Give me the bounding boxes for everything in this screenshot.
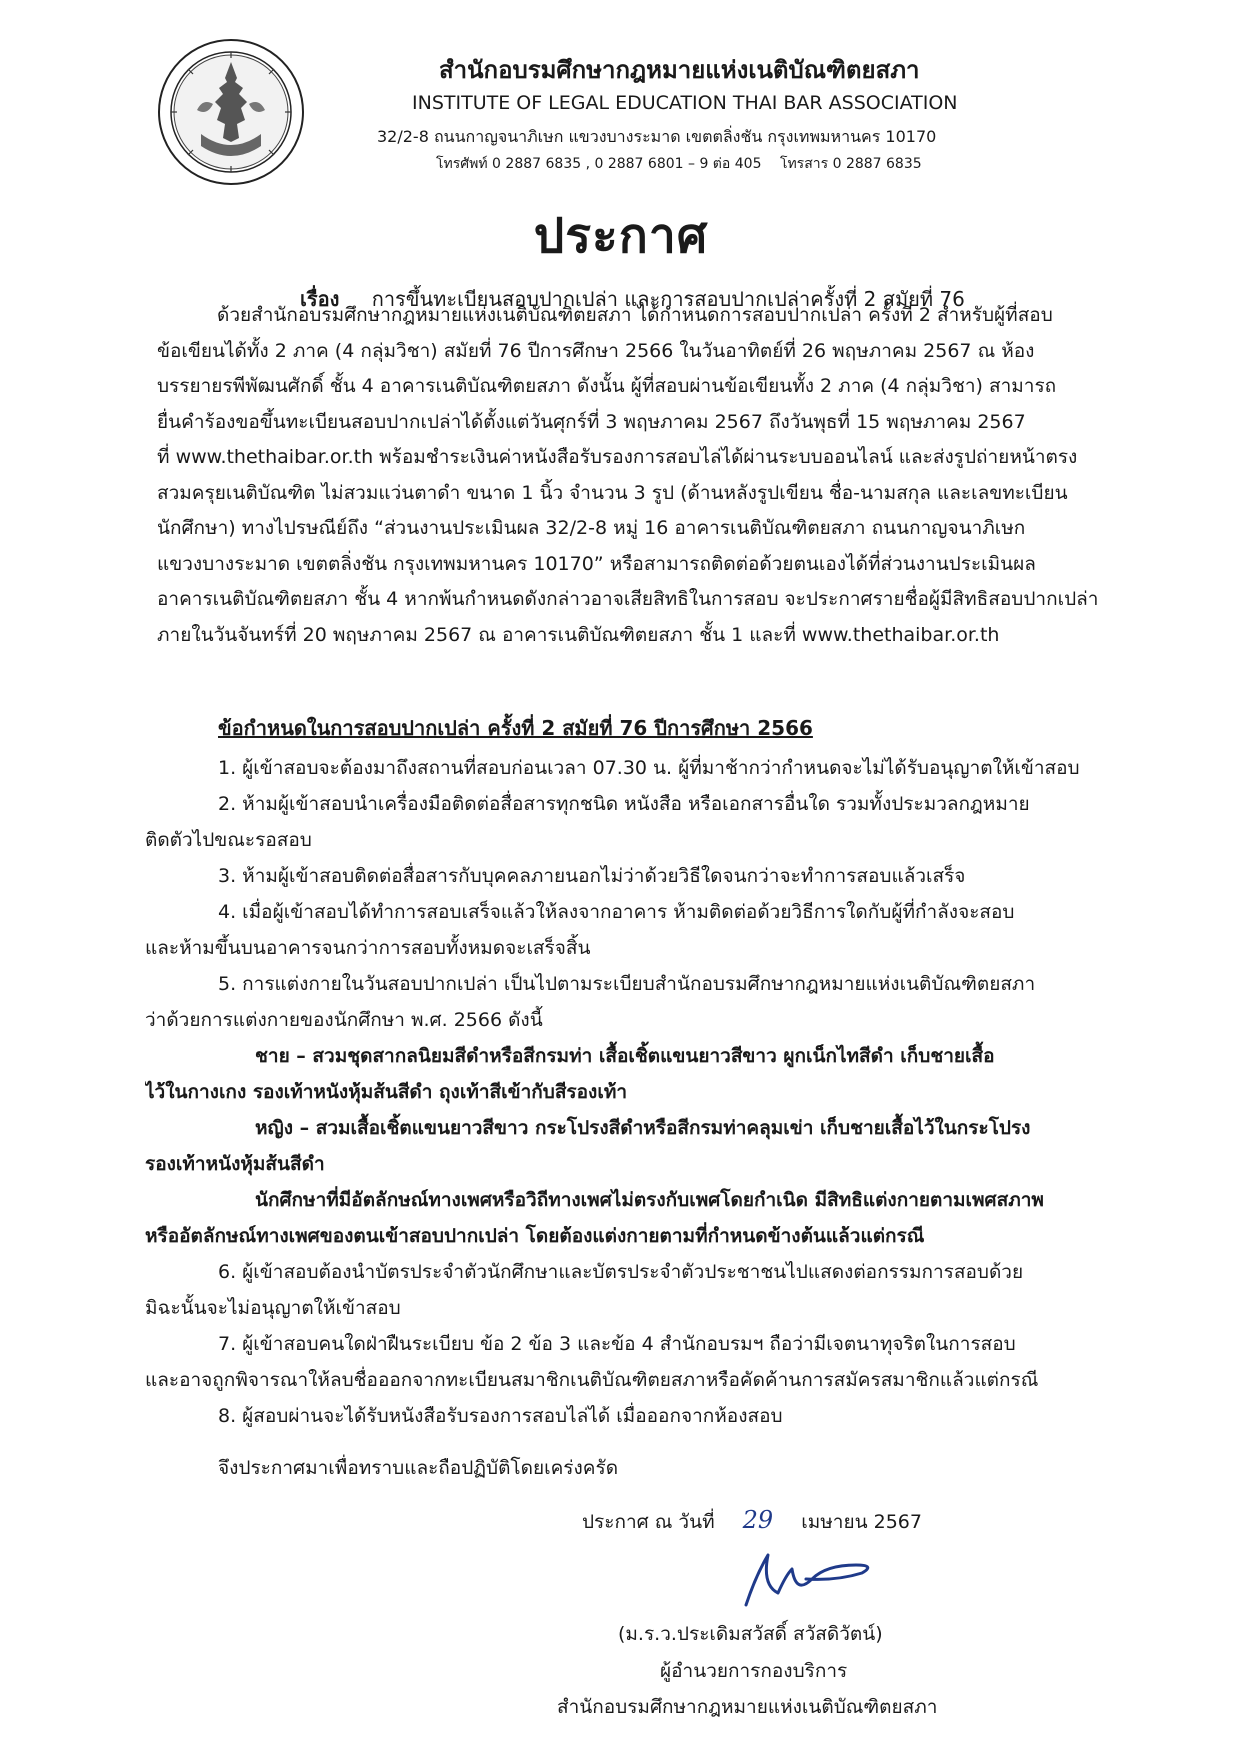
body-line: ภายในวันจันทร์ที่ 20 พฤษภาคม 2567 ณ อาคารเนติบัณฑิตยสภา ชั้น 1 และที่ www.thethaibar.or.th <box>157 623 1000 646</box>
requirements-heading: ข้อกำหนดในการสอบปากเปล่า ครั้งที่ 2 สมัยที่ 76 ปีการศึกษา 2566 <box>218 716 813 740</box>
rule-line: และห้ามขึ้นบนอาคารจนกว่าการสอบทั้งหมดจะเสร็จสิ้น <box>145 937 591 959</box>
rule-line: ชาย – สวมชุดสากลนิยมสีดำหรือสีกรมท่า เสื้อเชิ้ตแขนยาวสีขาว ผูกเน็กไทสีดำ เก็บชายเสื้อ <box>255 1045 995 1067</box>
org-contact <box>436 153 936 175</box>
requirements-list <box>145 750 1115 1434</box>
org-address: 32/2-8 ถนนกาญจนาภิเษก แขวงบางระมาด เขตตลิ่งชัน กรุงเทพมหานคร 10170 <box>377 127 937 146</box>
rule-line: และอาจถูกพิจารณาให้ลบชื่อออกจากทะเบียนสมาชิกเนติบัณฑิตยสภาหรือคัดค้านการสมัครสมาชิกแล้วแต่กรณี <box>145 1369 1039 1391</box>
rule-line: 6. ผู้เข้าสอบต้องนำบัตรประจำตัวนักศึกษาและบัตรประจำตัวประชาชนไปแสดงต่อกรรมการสอบด้วย <box>218 1261 1024 1283</box>
org-fax: โทรสาร 0 2887 6835 <box>779 156 922 172</box>
rule-line: ว่าด้วยการแต่งกายของนักศึกษา พ.ศ. 2566 ดังนี้ <box>145 1009 543 1031</box>
subject-text: การขึ้นทะเบียนสอบปากเปล่า และการสอบปากเปล่าครั้งที่ 2 สมัยที่ 76 <box>371 287 965 311</box>
closing-statement: จึงประกาศมาเพื่อทราบและถือปฏิบัติโดยเคร่งครัด <box>218 1457 619 1479</box>
rule-line: 4. เมื่อผู้เข้าสอบได้ทำการสอบเสร็จแล้วให้ลงจากอาคาร ห้ามติดต่อด้วยวิธีการใดกับผู้ที่กำลังจะสอบ <box>218 901 1015 923</box>
signer-name: (ม.ร.ว.ประเดิมสวัสดิ์ สวัสดิวัตน์) <box>618 1623 883 1645</box>
rule-line: หรืออัตลักษณ์ทางเพศของตนเข้าสอบปากเปล่า โดยต้องแต่งกายตามที่กำหนดข้างต้นแล้วแต่กรณี <box>145 1225 925 1247</box>
body-line: ด้วยสำนักอบรมศึกษากฎหมายแห่งเนติบัณฑิตยสภา ได้กำหนดการสอบปากเปล่า ครั้งที่ 2 สำหรับผู้ที่สอบ <box>217 304 1053 326</box>
body-line: ยื่นคำร้องขอขึ้นทะเบียนสอบปากเปล่าได้ตั้งแต่วันศุกร์ที่ 3 พฤษภาคม 2567 ถึงวันพุธที่ 15 พฤษภาคม 2567 <box>157 410 1026 433</box>
rule-line: 1. ผู้เข้าสอบจะต้องมาถึงสถานที่สอบก่อนเวลา 07.30 น. ผู้ที่มาช้ากว่ากำหนดจะไม่ได้รับอนุญาตให้เข้าสอบ <box>218 757 1080 779</box>
rule-line: ติดตัวไปขณะรอสอบ <box>145 829 312 851</box>
rule-line: นักศึกษาที่มีอัตลักษณ์ทางเพศหรือวิถีทางเพศไม่ตรงกับเพศโดยกำเนิด มีสิทธิแต่งกายตามเพศสภาพ <box>255 1189 1044 1211</box>
org-name-en: INSTITUTE OF LEGAL EDUCATION THAI BAR ASSOCIATION <box>412 92 958 114</box>
rule-line: 5. การแต่งกายในวันสอบปากเปล่า เป็นไปตามระเบียบสำนักอบรมศึกษากฎหมายแห่งเนติบัณฑิตยสภา <box>218 973 1036 995</box>
body-line: อาคารเนติบัณฑิตยสภา ชั้น 4 หากพ้นกำหนดดังกล่าวอาจเสียสิทธิในการสอบ จะประกาศรายชื่อผู้มีสิทธิสอบปากเปล่า <box>157 588 1099 610</box>
announcement-date <box>582 1506 922 1537</box>
body-line: ข้อเขียนได้ทั้ง 2 ภาค (4 กลุ่มวิชา) สมัยที่ 76 ปีการศึกษา 2566 ในวันอาทิตย์ที่ 26 พฤษภาคม 2567 ณ ห้อง <box>157 339 1035 362</box>
rule-line: 8. ผู้สอบผ่านจะได้รับหนังสือรับรองการสอบไล่ได้ เมื่อออกจากห้องสอบ <box>218 1405 783 1427</box>
rule-line: ไว้ในกางเกง รองเท้าหนังหุ้มส้นสีดำ ถุงเท้าสีเข้ากับสีรองเท้า <box>145 1081 628 1103</box>
body-line: นักศึกษา) ทางไปรษณีย์ถึง “ส่วนงานประเมินผล 32/2-8 หมู่ 16 อาคารเนติบัณฑิตยสภา ถนนกาญจนาภิเษก <box>157 517 1026 539</box>
rule-line: หญิง – สวมเสื้อเชิ้ตแขนยาวสีขาว กระโปรงสีดำหรือสีกรมท่าคลุมเข่า เก็บชายเสื้อไว้ในกระโปรง <box>255 1117 1031 1139</box>
rule-line: รองเท้าหนังหุ้มส้นสีดำ <box>145 1153 325 1175</box>
date-month-year: เมษายน 2567 <box>801 1511 922 1533</box>
seal-icon <box>157 38 305 186</box>
signer-organization: สำนักอบรมศึกษากฎหมายแห่งเนติบัณฑิตยสภา <box>557 1696 938 1718</box>
org-name-th: สำนักอบรมศึกษากฎหมายแห่งเนติบัณฑิตยสภา <box>439 56 920 84</box>
rule-line: มิฉะนั้นจะไม่อนุญาตให้เข้าสอบ <box>145 1297 401 1319</box>
rule-line: 3. ห้ามผู้เข้าสอบติดต่อสื่อสารกับบุคคลภายนอกไม่ว่าด้วยวิธีใดจนกว่าจะทำการสอบแล้วเสร็จ <box>218 865 966 887</box>
date-day-handwritten: 29 <box>742 1506 774 1534</box>
document-title: ประกาศ <box>533 208 709 264</box>
body-line: แขวงบางระมาด เขตตลิ่งชัน กรุงเทพมหานคร 10170” หรือสามารถติดต่อด้วยตนเองได้ที่ส่วนงานประเมินผล <box>157 552 1036 575</box>
subject-label: เรื่อง <box>300 287 340 311</box>
date-prefix: ประกาศ ณ วันที่ <box>582 1511 715 1533</box>
rule-line: 2. ห้ามผู้เข้าสอบนำเครื่องมือติดต่อสื่อสารทุกชนิด หนังสือ หรือเอกสารอื่นใด รวมทั้งประมวลกฎหมาย <box>218 793 1030 815</box>
org-phone: โทรศัพท์ 0 2887 6835 , 0 2887 6801 – 9 ต่อ 405 <box>436 156 762 172</box>
rule-line: 7. ผู้เข้าสอบคนใดฝ่าฝืนระเบียบ ข้อ 2 ข้อ 3 และข้อ 4 สำนักอบรมฯ ถือว่ามีเจตนาทุจริตในการสอบ <box>218 1333 1016 1355</box>
body-line: ที่ www.thethaibar.or.th พร้อมชำระเงินค่าหนังสือรับรองการสอบไล่ได้ผ่านระบบออนไลน์ และส่งรูปถ่ายหน้าตรง <box>157 446 1078 468</box>
body-line: สวมครุยเนติบัณฑิต ไม่สวมแว่นตาดำ ขนาด 1 นิ้ว จำนวน 3 รูป (ด้านหลังรูปเขียน ชื่อ-นามสกุล และเลขทะเบียน <box>157 481 1068 504</box>
signature-icon <box>726 1535 886 1615</box>
announcement-body <box>157 298 1112 653</box>
signer-position: ผู้อำนวยการกองบริการ <box>660 1660 848 1682</box>
body-line: บรรยายรพีพัฒนศักดิ์ ชั้น 4 อาคารเนติบัณฑิตยสภา ดังนั้น ผู้ที่สอบผ่านข้อเขียนทั้ง 2 ภาค (4 กลุ่มวิชา) สามารถ <box>157 375 1057 397</box>
